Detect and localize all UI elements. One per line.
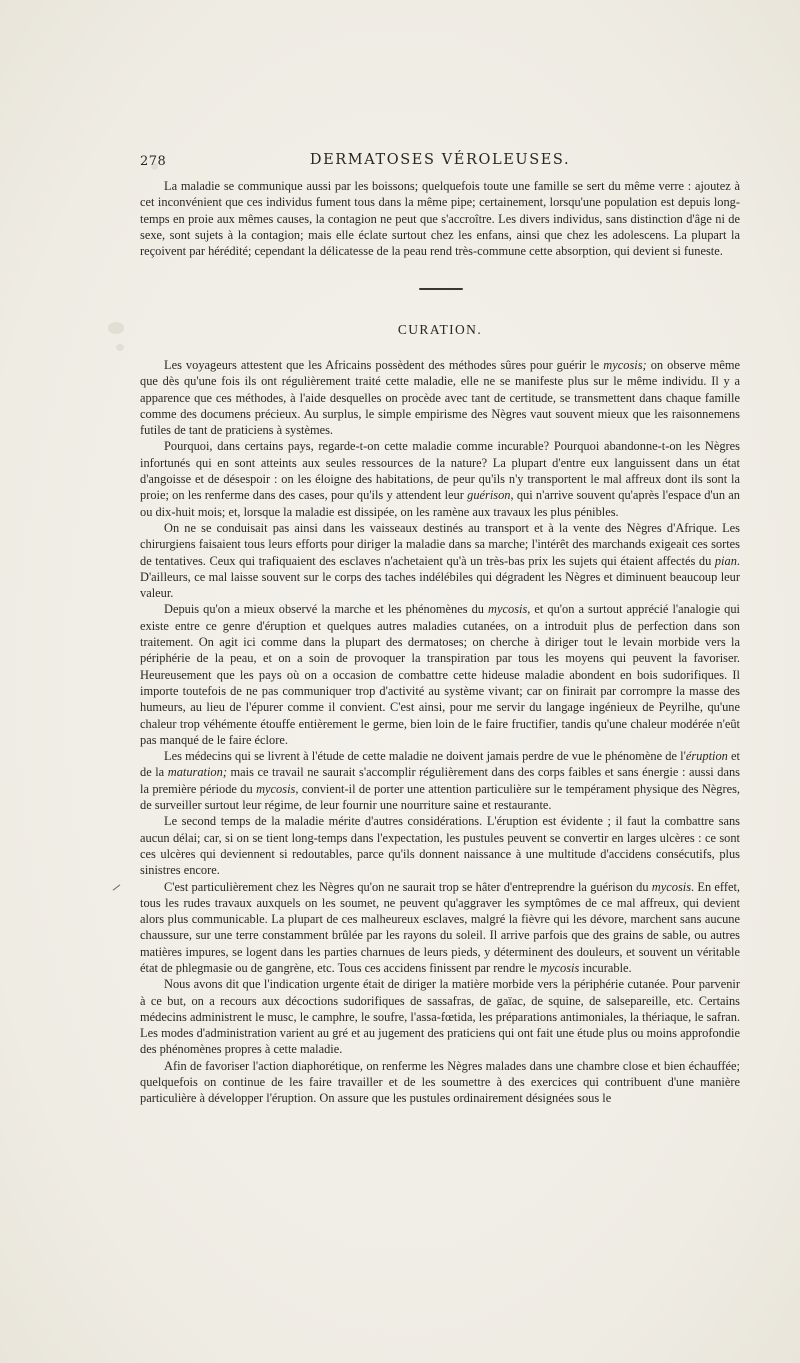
intro-text [140, 178, 740, 259]
body-paragraph: Pourquoi, dans certains pays, regarde-t-on cette maladie comme incurable? Pourquoi abandonne-t-on les Nègres infortunés qui en sont atteints aux seules ressources de la nature? La plupart d'entre eux languissent dans un état d'angoisse et de désespoir : on les éloigne des habitations, de peur qu'ils n'y transportent le mal affreux dont ils sont la proie; on les renferme dans des cases, pour qu'ils y attendent leur guérison, qui n'arrive souvent qu'après l'espace d'un an ou dix-huit mois; et, lorsque la maladie est dissipée, on les ramène aux travaux les plus pénibles. [140, 439, 740, 519]
running-head [140, 152, 740, 174]
italic-term: mycosis; [603, 358, 647, 372]
italic-term: pian [714, 553, 737, 568]
italic-term: maturation; [167, 765, 227, 780]
body-paragraph: Nous avons dit que l'indication urgente était de diriger la matière morbide vers la périphérie cutanée. Pour parvenir à ce but, on a recours aux décoctions sudorifiques de sassafras, de gaïac, de squine, de salsepareille, etc. Certains médecins administrent le musc, le camphre, le soufre, l'assa-fœtida, les préparations antimoniales, la thériaque, le safran. Les modes d'administration varient au gré et au jugement des praticiens qui ont fait une étude plus ou moins approfondie des phénomènes propres à cette maladie. [140, 977, 740, 1057]
body-paragraph: Depuis qu'on a mieux observé la marche et les phénomènes du mycosis, et qu'on a surtout apprécié l'analogie qui existe entre ce genre d'éruption et quelques autres maladies cutanées, on a introduit plus de perfection dans son traitement. On agit ici comme dans la plupart des dermatoses; on cherche à diriger tout le levain morbide vers la périphérie de la peau, et on a soin de provoquer la transpiration par tous les moyens qui peuvent la favoriser. Heureusement que les pays où on a occasion de combattre cette hideuse maladie abondent en bois sudorifiques. Il importe toutefois de ne pas communiquer trop d'activité au système vivant; car on finirait par corrompre la masse des humeurs, au lieu de l'épurer comme il convient. C'est ainsi, pour me servir du langage ingénieux de Peyrilhe, qu'une chaleur trop véhémente étouffe entièrement le germe, bien loin de le faire fructifier, tandis qu'une chaleur modérée n'eût pas manqué de le faire éclore. [140, 602, 740, 747]
curation-text [140, 357, 740, 1107]
italic-term: mycosis [651, 879, 692, 894]
foxing-stain [108, 322, 124, 334]
body-paragraph: Les voyageurs attestent que les Africains possèdent des méthodes sûres pour guérir le mycosis; on observe même que dès qu'une fois ils ont régulièrement traité cette maladie, elle ne se manifeste plus sur le même individu. Il y a apparence que ces méthodes, à l'aide desquelles on procède avec tant de certitude, se transmettent dans chaque famille comme des documens précieux. Au surplus, le simple empirisme des Nègres vaut souvent mieux que les raisonnemens futiles de tant de praticiens à systèmes. [140, 358, 740, 438]
body-paragraph: C'est particulièrement chez les Nègres qu'on ne saurait trop se hâter d'entreprendre la guérison du mycosis. En effet, tous les rudes travaux auxquels on les soumet, ne peuvent qu'aggraver les symptômes de ce mal affreux, qui devient alors plus communicable. La plupart de ces malheureux esclaves, malgré la fièvre qui les dévore, marchent sans aucune chaussure, sur une terre constamment brûlée par les rayons du soleil. Il arrive parfois que des grains de sable, ou autres matières impures, se logent dans les parties charnues de leurs pieds, y déterminent des douleurs, et souvent un véritable état de phlegmasie ou de gangrène, etc. Tous ces accidens finissent par rendre le mycosis incurable. [140, 879, 740, 975]
italic-term: mycosis [488, 602, 528, 617]
section-title: CURATION. [397, 322, 483, 337]
intro-paragraph: La maladie se communique aussi par les boissons; quelquefois toute une famille se sert du même verre : ajoutez à cet inconvénient que ces individus fument tous dans la même pipe; certainement, lorsqu'une population est depuis long-temps en proie aux mêmes causes, la contagion ne peut que s'accroître. Les divers individus, sans distinction d'âge ni de sexe, sont sujets à la contagion; mais elle éclate surtout chez les enfans, ainsi que chez les adolescens. La plupart la reçoivent par hérédité; cependant la délicatesse de la peau rend très-commune cette absorption, qui devient si funeste. [140, 179, 740, 259]
running-title: DERMATOSES VÉROLEUSES. [309, 152, 571, 168]
body-paragraph: Les médecins qui se livrent à l'étude de cette maladie ne doivent jamais perdre de vue le phénomène de l'éruption et de la maturation; mais ce travail ne saurait s'accomplir régulièrement dans des corps faibles et sans énergie : aussi dans la première période du mycosis, convient-il de porter une attention particulière sur le tempérament physique des Nègres, de surveiller surtout leur régime, de leur fournir une nourriture saine et restaurante. [140, 749, 741, 813]
page-number: 278 [140, 154, 167, 169]
body-paragraph: Afin de favoriser l'action diaphorétique, on renferme les Nègres malades dans une chambre close et bien échauffée; quelquefois on continue de les faire travailler et de les soumettre à des exercices qui contribuent d'une manière particulière à développer l'éruption. On assure que les pustules ordinairement désignées sous le [140, 1058, 740, 1106]
italic-term: éruption [685, 749, 728, 764]
body-paragraph: On ne se conduisait pas ainsi dans les vaisseaux destinés au transport et à la vente des Nègres d'Afrique. Les chirurgiens faisaient tous leurs efforts pour diriger la maladie dans sa marche; l'intérêt des marchands exigeait ces sortes de tentatives. Ceux qui trafiquaient des esclaves n'achetaient qu'à un très-bas prix les sujets qui étaient affectés du pian. D'ailleurs, ce mal laisse souvent sur le corps des taches indélébiles qui dégradent les Nègres et diminuent beaucoup leur valeur. [140, 520, 740, 601]
margin-mark [113, 884, 121, 890]
italic-term: mycosis [256, 781, 296, 796]
section-divider [419, 288, 463, 290]
body-paragraph: Le second temps de la maladie mérite d'autres considérations. L'éruption est évidente ; il faut la combattre sans aucun délai; car, si on se tient long-temps dans l'expectation, les pustules peuvent se convertir en larges ulcères : ce sont ces ulcères qui deviennent si redoutables, parce qu'ils donnent naissance à une multitude d'accidens consécutifs, plus sinistres encore. [140, 814, 740, 878]
italic-term: guérison [467, 488, 511, 503]
foxing-stain [116, 344, 124, 351]
italic-term: mycosis [540, 960, 580, 975]
